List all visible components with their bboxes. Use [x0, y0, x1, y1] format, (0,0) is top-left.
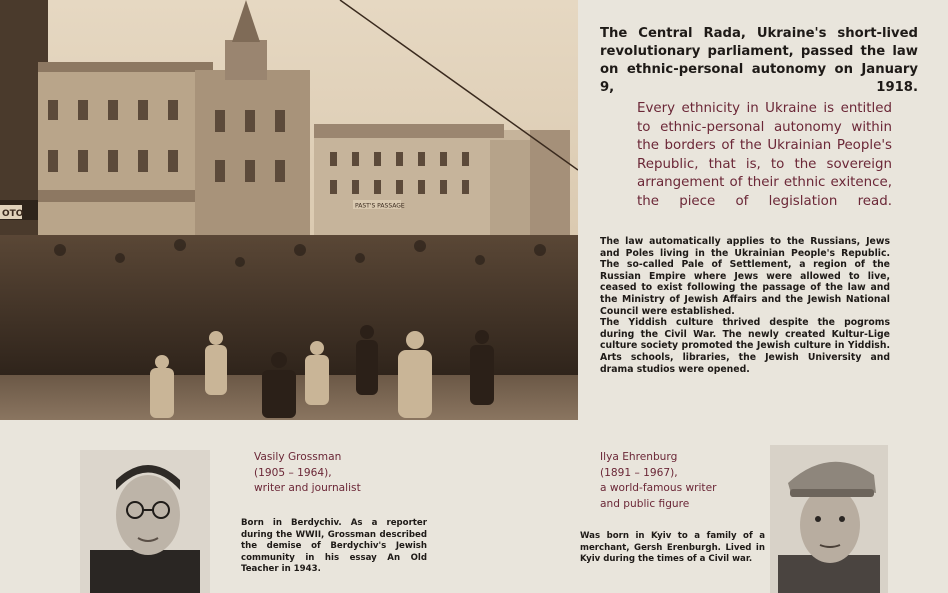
ehrenburg-portrait-svg	[770, 445, 888, 593]
ehrenburg-name: Ilya Ehrenburg	[600, 451, 678, 463]
ehrenburg-role-2: and public figure	[600, 497, 690, 510]
crowd-photo-svg	[0, 0, 578, 420]
passage-sign: PAST'S PASSAGE	[355, 202, 405, 210]
ehrenburg-years: (1891 – 1967),	[600, 466, 678, 479]
body-paragraph-1: The law automatically applies to the Russians, Jews and Poles living in the Ukrainian People's Republic. The so-called Pale of Settlement, a region of the Russian Empire where Jews were allowed to live, ceased to exist following the passage of the law and the Ministry of Jewish Affairs and the Jewish National Council were established.	[600, 236, 890, 317]
ehrenburg-role-1: a world-famous writer	[600, 482, 717, 494]
grossman-caption	[254, 450, 361, 497]
grossman-portrait-svg	[80, 450, 210, 593]
ehrenburg-caption	[600, 450, 716, 512]
body-paragraph-2: The Yiddish culture thrived despite the pogroms during the Civil War. The newly created Kultur-Lige culture society promoted the Jewish culture in Yiddish. Arts schools, libraries, the Jewish University and drama studios were opened.	[600, 317, 890, 375]
grossman-name: Vasily Grossman	[254, 451, 342, 463]
historical-crowd-photo	[0, 0, 578, 420]
grossman-role: writer and journalist	[254, 482, 361, 494]
ehrenburg-bio: Was born in Kyiv to a family of a merchant, Gersh Erenburgh. Lived in Kyiv during the times of a Civil war.	[580, 531, 765, 565]
shop-sign: OTO	[2, 209, 24, 219]
grossman-portrait	[80, 450, 210, 593]
body-text	[600, 236, 890, 375]
grossman-bio: Born in Berdychiv. As a reporter during the WWII, Grossman described the demise of Berdychiv's Jewish community in his essay An Old Teacher in 1943.	[241, 518, 427, 575]
grossman-years: (1905 – 1964),	[254, 466, 332, 479]
ehrenburg-portrait	[770, 445, 888, 593]
legislation-quote: Every ethnicity in Ukraine is entitled to ethnic-personal autonomy within the borders of the Ukrainian People's Republic, that is, to the sovereign arrangement of their ethnic exitence, the piece of legislation read.	[637, 101, 892, 209]
lead-paragraph: The Central Rada, Ukraine's short-lived revolutionary parliament, passed the law on ethnic-personal autonomy on January 9, 1918.	[600, 26, 918, 95]
